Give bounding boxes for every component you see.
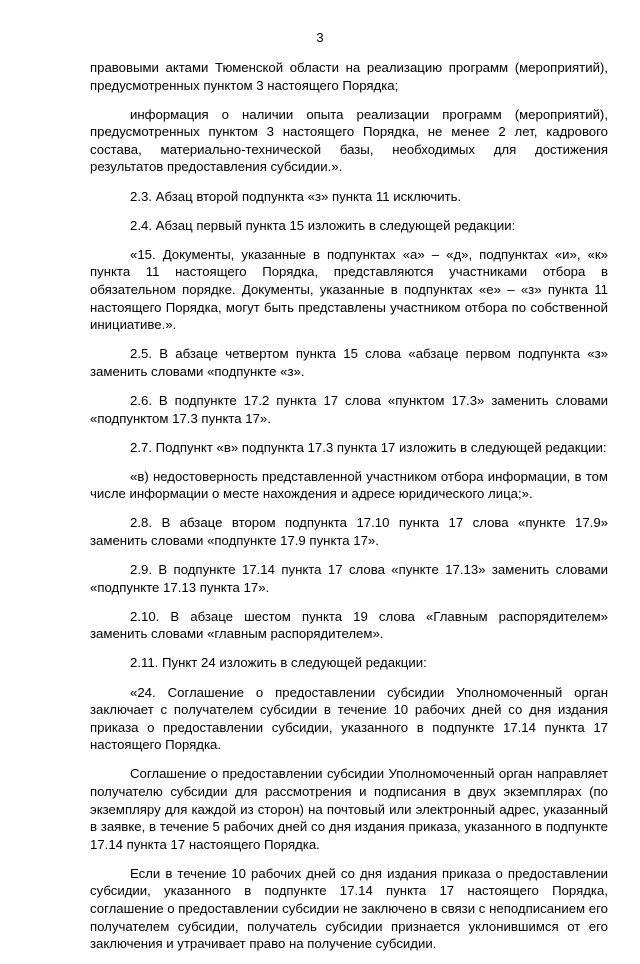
paragraph: 2.11. Пункт 24 изложить в следующей редакции: <box>130 655 427 671</box>
paragraph: 2.7. Подпункт «в» подпункта 17.3 пункта 17 изложить в следующей редакции: <box>130 439 607 455</box>
paragraph: 2.3. Абзац второй подпункта «з» пункта 11 исключить. <box>130 188 462 204</box>
page-number: 3 <box>316 30 324 45</box>
paragraph: 2.6. В подпункте 17.2 пункта 17 слова «пунктом 17.3» заменить словами «подпунктом 17.3 пункта 17». <box>90 392 608 426</box>
paragraph: 2.9. В подпункте 17.14 пункта 17 слова «пункте 17.13» заменить словами «подпункте 17.13 пункта 17». <box>90 562 608 595</box>
paragraph: 2.4. Абзац первый пункта 15 изложить в следующей редакции: <box>130 217 516 233</box>
paragraph: «в) недостоверность представленной участником отбора информации, в том числе информации о месте нахождения и адресе юридического лица;». <box>90 468 608 502</box>
document-body <box>90 59 608 964</box>
paragraph: «24. Соглашение о предоставлении субсидии Уполномоченный орган заключает с получателем субсидии в течение 10 рабочих дней со дня издания приказа о предоставлении субсидии, указанного в подпункте 17.14 пункта 17 настоящего Порядка. <box>90 684 608 753</box>
paragraph: Соглашение о предоставлении субсидии Уполномоченный орган направляет получателю субсидии для рассмотрения и подписания в двух экземплярах (по экземпляру для каждой из сторон) на почтовый или электронный адрес, указанный в заявке, в течение 5 рабочих дней со дня издания приказа, указанного в подпункте 17.14 пункта 17 настоящего Порядка. <box>90 766 608 852</box>
paragraph: «15. Документы, указанные в подпунктах «а» – «д», подпунктах «и», «к» пункта 11 настоящего Порядка, представляются участниками отбора в обязательном порядке. Документы, указанные в подпунктах «е» – «з» пункта 11 настоящего Порядка, могут быть представлены участником отбора по собственной инициативе.». <box>90 246 608 333</box>
paragraph: 2.10. В абзаце шестом пункта 19 слова «Главным распорядителем» заменить словами «главным распорядителем». <box>90 608 608 642</box>
paragraph: 2.5. В абзаце четвертом пункта 15 слова «абзаце первом подпункта «з» заменить словами «подпункте «з». <box>90 346 608 379</box>
paragraph: правовыми актами Тюменской области на реализацию программ (мероприятий), предусмотренных пунктом 3 настоящего Порядка; <box>90 60 608 93</box>
paragraph: Если в течение 10 рабочих дней со дня издания приказа о предоставлении субсидии, указанного в подпункте 17.14 пункта 17 настоящего Порядка, соглашение о предоставлении субсидии не заключено в связи с неподписанием его получателем субсидии, получатель субсидии признается уклонившимся от его заключения и утрачивает право на получение субсидии. <box>90 865 608 952</box>
paragraph: информация о наличии опыта реализации программ (мероприятий), предусмотренных пунктом 3 настоящего Порядка, не менее 2 лет, кадрового состава, материально-технической базы, необходимых для достижения результатов предоставления субсидии.». <box>90 106 608 175</box>
paragraph: 2.8. В абзаце втором подпункта 17.10 пункта 17 слова «пункте 17.9» заменить словами «подпункте 17.9 пункта 17». <box>90 515 608 548</box>
